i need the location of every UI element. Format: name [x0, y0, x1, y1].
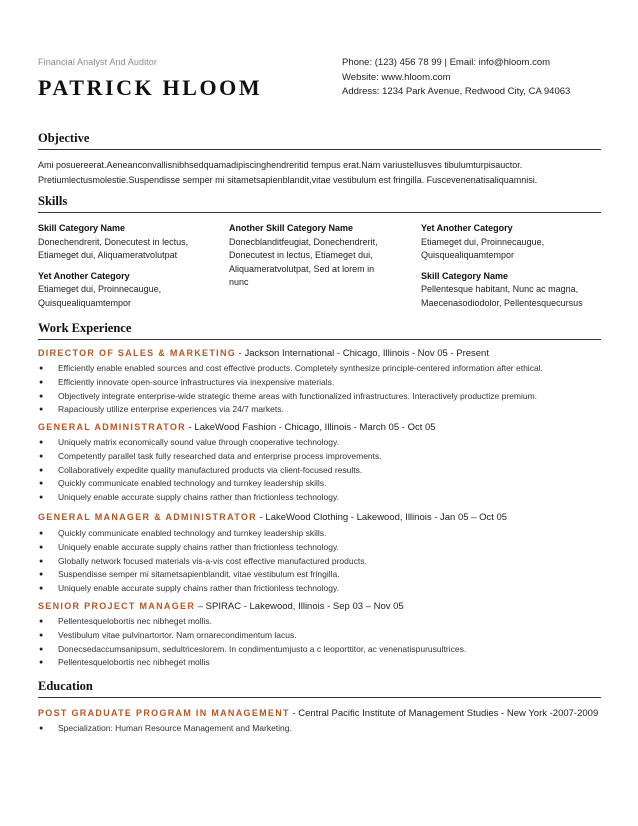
- skill-category: Skill Category Name: [38, 223, 126, 233]
- degree-detail: - Central Pacific Institute of Management Studies - New York -2007-2009: [289, 708, 599, 719]
- work-heading: Work Experience: [38, 321, 132, 335]
- bullet-icon: ●: [39, 645, 44, 653]
- list-item: ● Quickly communicate enabled technology and turnkey leadership skills.: [38, 527, 367, 541]
- skill-line: Donecblanditfeugiat, Donechendrerit,: [229, 236, 378, 247]
- job-detail: - LakeWood Fashion - Chicago, Illinois - March 05 - Oct 05: [185, 422, 436, 433]
- skills-column-2: [229, 222, 419, 290]
- skill-line: Donecutest in lectus, Etiameget dui,: [229, 250, 373, 260]
- objective-line: Ami posuereerat.Aeneanconvallisnibhsedquamadipiscinghendreritid tempus erat.Nam variustellusves tibulumturpisauctor.: [38, 160, 523, 170]
- list-item: ● Uniquely enable accurate supply chains rather than frictionless technology.: [38, 582, 367, 596]
- bullet-icon: ●: [39, 571, 44, 579]
- job-heading: [38, 348, 489, 359]
- list-item: ● Rapaciously utilize enterprise experiences via 24/7 markets.: [38, 403, 543, 417]
- skill-category: Another Skill Category Name: [229, 223, 354, 233]
- bullet-icon: ●: [39, 406, 44, 414]
- job-bullets: [38, 362, 543, 417]
- skill-category: Yet Another Category: [38, 270, 130, 281]
- skills-rule: [38, 212, 601, 213]
- skills-heading: Skills: [38, 194, 68, 208]
- bullet-icon: ●: [39, 494, 44, 502]
- bullet-icon: ●: [39, 466, 44, 474]
- degree-title: POST GRADUATE PROGRAM IN MANAGEMENT: [38, 708, 290, 718]
- job-bullets: [38, 436, 382, 505]
- skill-category: Yet Another Category: [421, 223, 513, 233]
- bullet-icon: ●: [39, 392, 44, 400]
- list-item: ● Competently parallel task fully researched data and enterprise process improvements.: [38, 450, 382, 464]
- job-detail: - Jackson International - Chicago, Illinois - Nov 05 - Present: [236, 348, 489, 359]
- list-item: ● Collaboratively expedite quality manufactured products via client-focused results.: [38, 464, 382, 478]
- list-item: ● Objectively integrate enterprise-wide strategic theme areas with functionalized infrastructures. Interactively productize premium.: [38, 390, 543, 404]
- contact-website: Website: www.hloom.com: [342, 71, 451, 83]
- bullet-icon: ●: [39, 480, 44, 488]
- list-item: ● Efficiently enable enabled sources and cost effective products. Completely synthesize principle-centered information after ethical.: [38, 362, 543, 376]
- list-item: ● Uniquely enable accurate supply chains rather than frictionless technology.: [38, 541, 367, 555]
- skills-column-3: [421, 222, 606, 310]
- bullet-icon: ●: [39, 725, 44, 732]
- skill-line: Aliquameratvolutpat, Sed at lorem in: [229, 263, 375, 274]
- skill-line: Maecenasodiodolor, Pellentesquecursus: [421, 297, 583, 308]
- list-item: ● Suspendisse semper mi sitametsapienblandit, vitae vestibulum est fringilla.: [38, 568, 367, 582]
- skill-line: Quisquealiquamtempor: [38, 297, 132, 308]
- job-detail: - LakeWood Clothing - Lakewood, Illinois - Jan 05 – Oct 05: [256, 512, 508, 523]
- skill-category: Skill Category Name: [421, 270, 509, 281]
- list-item: ● Pellentesquelobortis nec nibheget mollis: [38, 656, 466, 670]
- bullet-icon: ●: [39, 543, 44, 551]
- skill-line: nunc: [229, 277, 249, 287]
- job-title: DIRECTOR OF SALES & MARKETING: [38, 348, 237, 358]
- contact-block: [342, 56, 570, 100]
- job-title: GENERAL MANAGER & ADMINISTRATOR: [38, 512, 257, 522]
- skills-column-1: [38, 222, 228, 310]
- list-item: ● Donecsedaccumsanipsum, sedultriceslorem. In condimentumjusto a c leoporttitor, ac venenatispurusultrices.: [38, 643, 466, 657]
- contact-phone-email: Phone: (123) 456 78 99 | Email: info@hloom.com: [342, 57, 551, 68]
- list-item: ● Vestibulum vitae pulvinartortor. Nam ornarecondimentum lacus.: [38, 629, 466, 643]
- education-rule: [38, 697, 601, 698]
- bullet-icon: ●: [39, 585, 44, 593]
- objective-line: Pretiumlectusmolestie.Suspendisse semper mi sitametsapienblandit,vitae vestibulum est fringilla. Fuscevenenatisaliquamnisi.: [38, 174, 538, 185]
- education-heading-line: [38, 708, 598, 719]
- bullet-icon: ●: [39, 365, 44, 372]
- candidate-name: PATRICK HLOOM: [38, 75, 263, 100]
- bullet-icon: ●: [39, 378, 44, 386]
- skill-line: Etiameget dui, Proinnecaugue,: [421, 236, 545, 247]
- objective-text: [38, 158, 608, 187]
- bullet-icon: ●: [39, 439, 44, 446]
- list-item: ● Uniquely enable accurate supply chains rather than frictionless technology.: [38, 491, 382, 505]
- job-title: SENIOR PROJECT MANAGER: [38, 601, 196, 611]
- work-rule: [38, 339, 601, 340]
- list-item: ● Pellentesquelobortis nec nibheget mollis.: [38, 615, 466, 629]
- bullet-icon: ●: [39, 618, 44, 625]
- education-heading: Education: [38, 679, 93, 693]
- bullet-icon: ●: [39, 631, 44, 639]
- contact-address: Address: 1234 Park Avenue, Redwood City, CA 94063: [342, 86, 571, 97]
- objective-rule: [38, 149, 601, 150]
- list-item: ● Globally network focused materials vis-a-vis cost effective manufactured products.: [38, 555, 367, 569]
- skill-line: Etiameget dui, Aliquameratvolutpat: [38, 250, 178, 260]
- skill-line: Etiameget dui, Proinnecaugue,: [38, 284, 162, 294]
- list-item: ● Quickly communicate enabled technology and turnkey leadership skills.: [38, 477, 382, 491]
- objective-heading: Objective: [38, 131, 90, 145]
- bullet-icon: ●: [39, 452, 44, 460]
- job-detail: – SPIRAC - Lakewood, Illinois - Sep 03 – Nov 05: [195, 601, 404, 612]
- list-item: ● Efficiently innovate open-source infrastructures via inexpensive materials.: [38, 376, 543, 390]
- job-heading: [38, 601, 404, 612]
- skill-line: Donechendrerit, Donecutest in lectus,: [38, 236, 189, 247]
- job-heading: [38, 512, 507, 523]
- bullet-icon: ●: [39, 530, 44, 537]
- bullet-icon: ●: [39, 557, 44, 565]
- job-bullets: [38, 615, 466, 670]
- skill-line: Pellentesque habitant, Nunc ac magna,: [421, 284, 579, 294]
- list-item: ● Uniquely matrix economically sound value through cooperative technology.: [38, 436, 382, 450]
- list-item: ● Specialization: Human Resource Management and Marketing.: [38, 722, 292, 736]
- skill-line: Quisquealiquamtempor: [421, 250, 515, 260]
- job-subtitle: Financial Analyst And Auditor: [38, 57, 157, 67]
- education-bullets: [38, 722, 292, 736]
- bullet-icon: ●: [39, 659, 44, 667]
- job-bullets: [38, 527, 367, 596]
- job-heading: [38, 422, 436, 433]
- job-title: GENERAL ADMINISTRATOR: [38, 422, 186, 432]
